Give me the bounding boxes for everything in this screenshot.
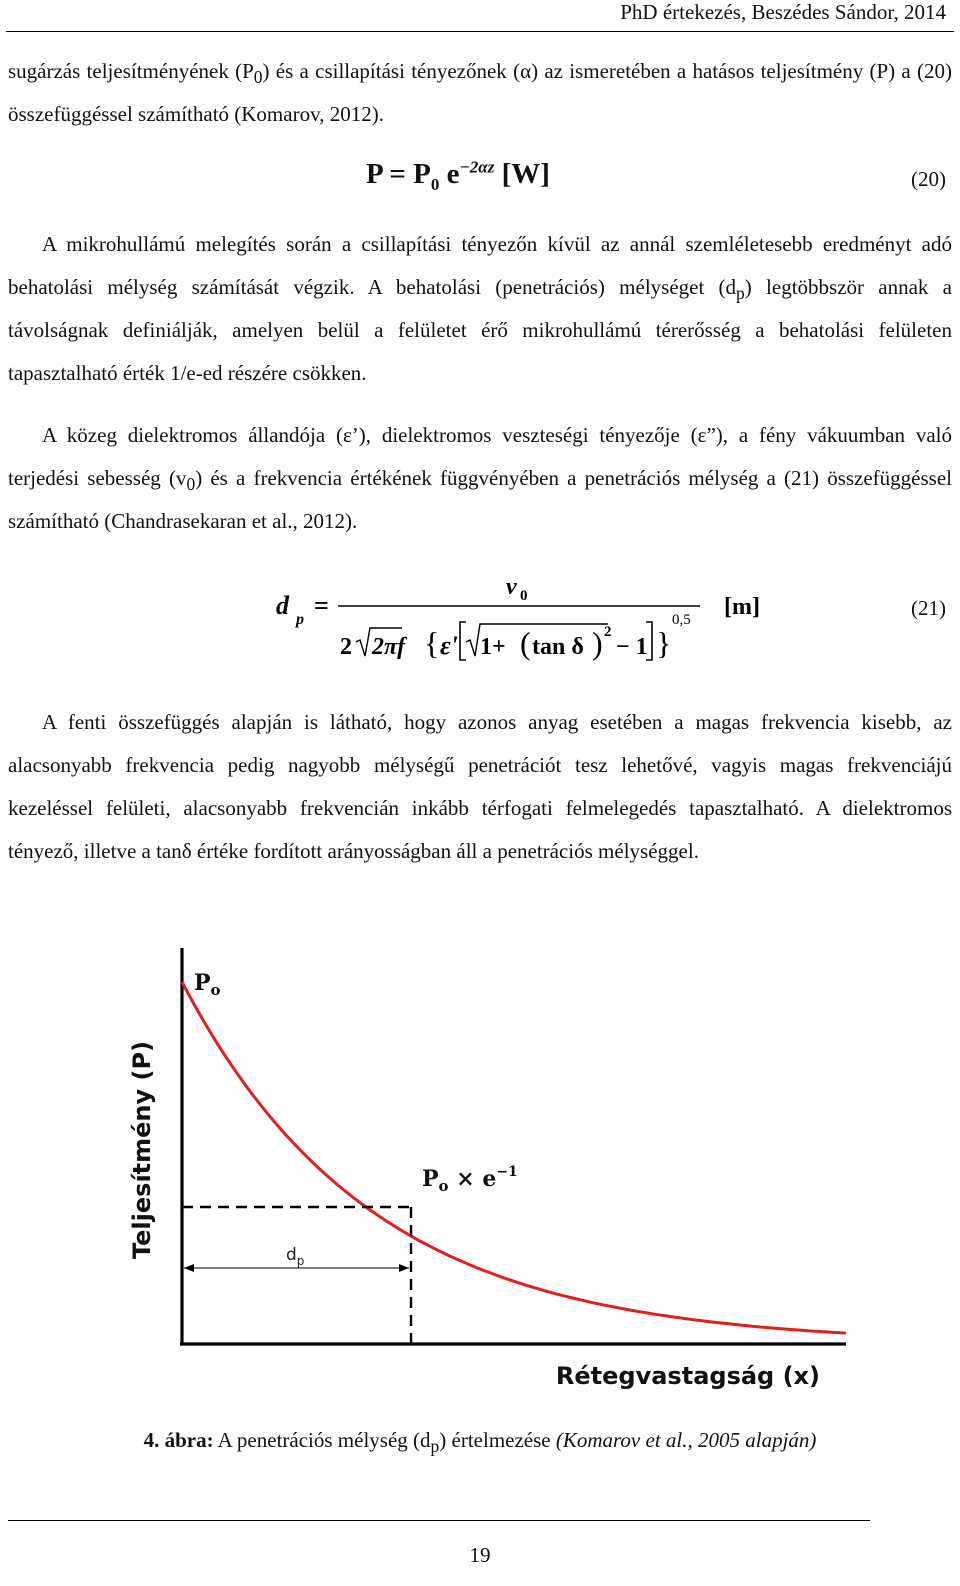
figure-caption	[0, 1428, 960, 1457]
y-axis-label: Teljesítmény (P)	[128, 1040, 156, 1260]
p1-sub: 0	[253, 67, 263, 88]
header-text: PhD értekezés, Beszédes Sándor, 2014	[620, 0, 946, 24]
paragraph-3	[8, 414, 952, 543]
power-curve	[182, 982, 846, 1333]
label-dp: $d_p$	[286, 1245, 305, 1268]
dp-arrow-left-icon	[184, 1264, 194, 1272]
p2-sub: p	[736, 283, 745, 304]
eq21-brace-close-icon: }	[656, 625, 672, 661]
eq21-square: 2	[604, 624, 612, 640]
footer-rule	[8, 1520, 870, 1521]
p1-text-a: sugárzás teljesítményének (P	[8, 59, 254, 83]
p2-text-a: A mikrohullámú melegítés során a csillapítási tényezőn kívül az annál szemléletesebb eredményt adó behatolási mélység számítását végzik. A behatolási (penetrációs) mélységet (d	[8, 232, 952, 299]
equation-21	[270, 570, 790, 680]
eq21-one-plus: 1+	[480, 634, 506, 660]
eq21-lhs: d	[276, 591, 289, 620]
paragraph-4: A fenti összefüggés alapján is látható, hogy azonos anyag esetében a magas frekvencia kisebb, az alacsonyabb frekvencia pedig nagyobb mélységű penetrációt tesz lehetővé, vagyis magas frekvenciájú kezeléssel felületi, alacsonyabb frekvencián inkább térfogati felmelegedés tapasztalható. A dielektromos tényező, illetve a tanδ értéke fordított arányosságban áll a penetrációs mélységgel.	[8, 710, 952, 863]
eq21-bracket-open-icon	[460, 622, 466, 660]
eq21-epsilon: ε'	[440, 631, 458, 660]
dp-arrow-right-icon	[399, 1264, 409, 1272]
eq20-sub: 0	[430, 174, 440, 194]
caption-sub: p	[430, 1436, 440, 1457]
label-p0-e-minus-1: $P_o \times e^{-1}$	[422, 1164, 518, 1195]
eq21-tan: tan δ	[532, 634, 584, 660]
eq21-numerator-sub: 0	[520, 588, 528, 604]
eq21-minus-one: − 1	[616, 634, 648, 660]
eq20-base: e	[439, 158, 460, 190]
page-header	[0, 0, 960, 24]
eq21-equals: =	[314, 591, 329, 620]
caption-text: A penetrációs mélység (d	[213, 1428, 431, 1452]
eq20-unit: [W]	[494, 158, 550, 190]
p3-text-b: ) és a frekvencia értékének függvényében a penetrációs mélység a (21) összefüggéssel számítható (Chandrasekaran et al., 2012).	[8, 466, 952, 533]
caption-source: (Komarov et al., 2005 alapján)	[555, 1428, 817, 1452]
eq20-lhs: P = P	[366, 158, 431, 190]
label-p0: $P_o$	[194, 970, 221, 999]
eq21-paren-close-icon: )	[592, 625, 603, 661]
paragraph-1	[8, 50, 952, 136]
page-number: 19	[469, 1543, 491, 1567]
paragraph-2	[8, 223, 952, 395]
p3-text-a: A közeg dielektromos állandója (ε’), dielektromos veszteségi tényezője (ε”), a fény vákuumban való terjedési sebesség (v	[8, 423, 952, 490]
header-rule	[6, 31, 954, 32]
equation-20	[366, 157, 550, 194]
p3-sub: 0	[186, 474, 196, 495]
eq21-numerator: v	[506, 574, 517, 600]
eq21-lhs-sub: p	[296, 611, 304, 628]
p1-text-b: ) és a csillapítási tényezőnek (α) az ismeretében a hatásos teljesítmény (P) a (20) összefüggéssel számítható (Komarov, 2012).	[8, 59, 952, 126]
eq21-brace-open-icon: {	[424, 625, 440, 661]
eq21-unit: [m]	[724, 594, 760, 620]
caption-number: 4. ábra:	[143, 1428, 214, 1452]
eq21-denominator-two: 2	[340, 634, 352, 660]
p2-text-b: ) legtöbbször annak a távolságnak definiálják, amelyen belül a felületet érő mikrohullámú térerősség a behatolási felületen tapasztalható érték 1/e-ed részére csökken.	[8, 275, 952, 385]
chart	[120, 940, 850, 1400]
eq21-denominator-root: 2πf	[372, 634, 406, 660]
figure-penetration-depth	[120, 940, 850, 1400]
equation-20-number: (20)	[911, 167, 946, 191]
equation-21-number: (21)	[911, 596, 946, 620]
eq21-paren-open-icon: (	[520, 625, 531, 661]
caption-text-2: ) értelmezése	[439, 1428, 556, 1452]
x-axis-label: Rétegvastagság (x)	[555, 1362, 820, 1390]
eq20-exponent: −2αz	[459, 157, 495, 177]
eq21-exponent: 0,5	[672, 612, 691, 628]
